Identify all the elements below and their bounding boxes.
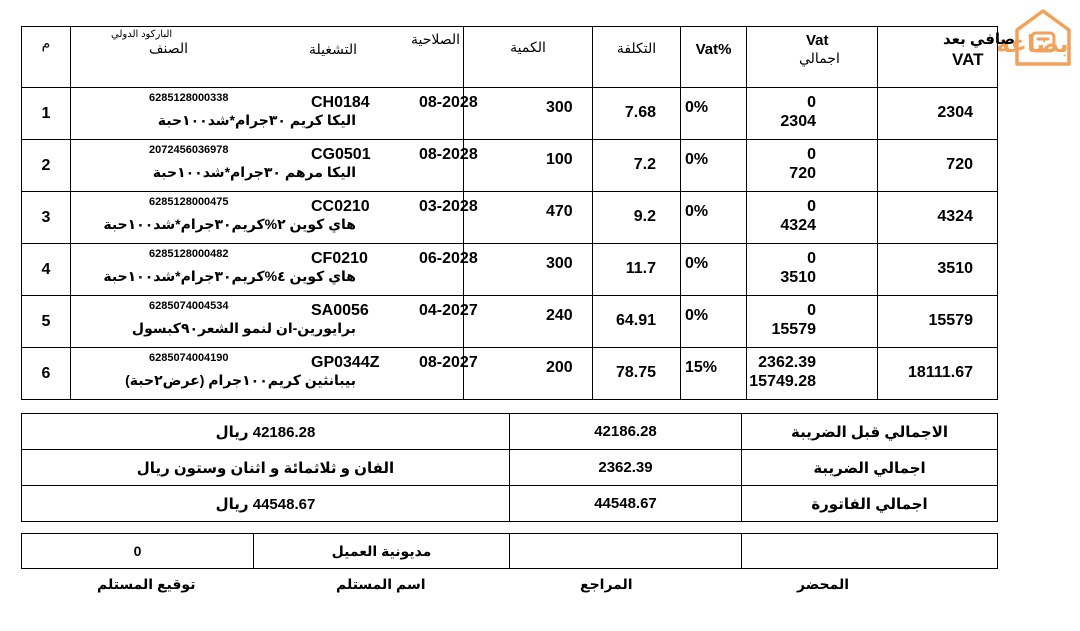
- row-vat: 0: [807, 302, 816, 319]
- header-net: [878, 27, 1016, 88]
- row-vat-pct-cell: [681, 140, 747, 192]
- summary-row: [22, 414, 998, 450]
- row-total: 3510: [780, 269, 816, 286]
- row-total: 720: [789, 165, 816, 182]
- row-item-name: هاي كوين ٤%كريم٣٠جرام*شد١٠٠حبة: [103, 268, 356, 284]
- row-vat-total-cell: [747, 244, 878, 296]
- items-table: [21, 26, 1016, 400]
- row-vat-total-cell: [747, 348, 878, 400]
- header-cost: التكلفة: [593, 27, 681, 88]
- row-net-cell: [878, 192, 998, 244]
- header-vat-total: [747, 27, 878, 88]
- row-cost-cell: [593, 244, 681, 296]
- footer-preparer: المحضر: [797, 576, 850, 592]
- row-expiry: 08-2028: [419, 94, 478, 111]
- row-batch: CC0210: [311, 198, 370, 215]
- row-vat-pct: 0%: [685, 307, 709, 324]
- row-qty: 240: [546, 307, 573, 324]
- row-barcode: 6285128000482: [149, 248, 229, 260]
- row-item-name: اليكا مرهم ٣٠جرام*شد١٠٠حبة: [152, 164, 356, 180]
- header-net-1: صافي بعد: [943, 31, 1016, 48]
- row-barcode: 6285074004190: [149, 352, 229, 364]
- header-expiry: الصلاحية: [411, 31, 461, 47]
- row-net: 4324: [937, 208, 973, 225]
- row-vat-pct-cell: [681, 244, 747, 296]
- row-vat: 0: [807, 146, 816, 163]
- table-row: [22, 88, 998, 140]
- row-net-cell: [878, 88, 998, 140]
- row-vat: 0: [807, 250, 816, 267]
- row-vat-pct: 0%: [685, 203, 709, 220]
- table-row: [22, 192, 998, 244]
- row-item-cell: [71, 348, 478, 400]
- header-vat-total-2: اجمالي: [799, 50, 840, 66]
- empty-cell: [742, 534, 998, 569]
- header-batch: التشغيلة: [309, 41, 357, 57]
- row-net-cell: [878, 140, 998, 192]
- row-item-name: بيبانثين كريم١٠٠جرام (عرض٢حبة): [125, 372, 356, 388]
- summary-table: [21, 413, 998, 522]
- row-qty-cell: [464, 244, 593, 296]
- table-row: [22, 296, 998, 348]
- row-total: 2304: [780, 113, 816, 130]
- footer-receiver-name: اسم المستلم: [336, 576, 426, 592]
- debt-value: 0: [22, 534, 254, 569]
- row-barcode: 6285128000338: [149, 92, 229, 104]
- row-vat-pct: 0%: [685, 99, 709, 116]
- row-cost: 78.75: [615, 364, 656, 381]
- summary-row: [22, 486, 998, 522]
- row-cost: 11.7: [625, 260, 656, 277]
- row-vat: 0: [807, 94, 816, 111]
- table-row: [22, 244, 998, 296]
- row-vat-pct-cell: [681, 88, 747, 140]
- row-batch: CG0501: [311, 146, 371, 163]
- header-no: م: [22, 27, 71, 88]
- row-cost-cell: [593, 296, 681, 348]
- row-net-cell: [878, 296, 998, 348]
- row-batch: GP0344Z: [311, 354, 380, 371]
- table-row: [22, 348, 998, 400]
- row-net: 720: [946, 156, 973, 173]
- row-net-cell: [878, 348, 998, 400]
- row-item-name: اليكا كريم ٣٠جرام*شد١٠٠حبة: [157, 112, 356, 128]
- row-vat: 2362.39: [758, 354, 816, 371]
- row-item-name: برايورين-ان لنمو الشعر٩٠كبسول: [131, 320, 356, 336]
- header-item: الصنف: [149, 40, 189, 56]
- row-item-cell: [71, 88, 478, 140]
- row-total: 4324: [780, 217, 816, 234]
- row-vat-total-cell: [747, 192, 878, 244]
- row-expiry: 08-2028: [419, 146, 478, 163]
- row-cost-cell: [593, 140, 681, 192]
- summary-label: الاجمالي قبل الضريبة: [742, 414, 998, 450]
- row-vat-pct-cell: [681, 296, 747, 348]
- row-qty: 300: [546, 255, 573, 272]
- row-qty: 200: [546, 359, 573, 376]
- row-expiry: 06-2028: [419, 250, 478, 267]
- summary-value: 42186.28: [510, 414, 742, 450]
- row-cost: 7.68: [624, 104, 656, 121]
- row-qty-cell: [464, 88, 593, 140]
- row-vat-total-cell: [747, 88, 878, 140]
- table-row: [22, 140, 998, 192]
- header-vat-pct: Vat%: [681, 27, 747, 88]
- header-vat-total-1: Vat: [806, 32, 829, 49]
- summary-row: [22, 450, 998, 486]
- row-qty: 100: [546, 151, 573, 168]
- row-batch: CH0184: [311, 94, 370, 111]
- row-item-cell: [71, 140, 478, 192]
- row-batch: SA0056: [311, 302, 369, 319]
- row-barcode: 6285074004534: [149, 300, 229, 312]
- row-qty-cell: [464, 296, 593, 348]
- summary-value: 44548.67: [510, 486, 742, 522]
- row-no: 5: [22, 296, 71, 348]
- row-vat-total-cell: [747, 140, 878, 192]
- footer-receiver-sign: توقيع المستلم: [97, 576, 196, 592]
- row-qty: 470: [546, 203, 573, 220]
- row-item-cell: [71, 192, 478, 244]
- debt-row: [22, 534, 998, 569]
- row-expiry: 03-2028: [419, 198, 478, 215]
- row-net-cell: [878, 244, 998, 296]
- row-no: 1: [22, 88, 71, 140]
- row-expiry: 08-2027: [419, 354, 478, 371]
- row-expiry: 04-2027: [419, 302, 478, 319]
- empty-cell: [510, 534, 742, 569]
- row-net: 15579: [928, 312, 973, 329]
- row-vat: 0: [807, 198, 816, 215]
- row-total: 15749.28: [749, 373, 816, 390]
- row-item-cell: [71, 244, 478, 296]
- row-vat-pct-cell: [681, 192, 747, 244]
- row-net: 3510: [937, 260, 973, 277]
- row-batch: CF0210: [311, 250, 368, 267]
- summary-label: اجمالي الفاتورة: [742, 486, 998, 522]
- row-total: 15579: [771, 321, 816, 338]
- debt-label: مديونية العميل: [254, 534, 510, 569]
- row-cost: 9.2: [633, 208, 656, 225]
- row-no: 6: [22, 348, 71, 400]
- brand-name: بضاعة: [996, 31, 1069, 58]
- row-vat-pct: 15%: [685, 359, 718, 376]
- row-cost: 7.2: [633, 156, 656, 173]
- row-qty-cell: [464, 192, 593, 244]
- row-barcode: 2072456036978: [149, 144, 229, 156]
- row-qty-cell: [464, 348, 593, 400]
- debt-table: [21, 533, 998, 569]
- row-vat-pct: 0%: [685, 151, 709, 168]
- summary-label: اجمالي الضريبة: [742, 450, 998, 486]
- row-vat-total-cell: [747, 296, 878, 348]
- row-barcode: 6285128000475: [149, 196, 229, 208]
- summary-value: 2362.39: [510, 450, 742, 486]
- row-no: 3: [22, 192, 71, 244]
- summary-words: 42186.28 ريال: [22, 414, 510, 450]
- header-qty: الكمية: [464, 27, 593, 88]
- row-vat-pct: 0%: [685, 255, 709, 272]
- table-header-row: [22, 27, 998, 88]
- row-qty-cell: [464, 140, 593, 192]
- row-vat-pct-cell: [681, 348, 747, 400]
- row-qty: 300: [546, 99, 573, 116]
- summary-words: 44548.67 ريال: [22, 486, 510, 522]
- header-barcode: الباركود الدولي: [111, 29, 173, 40]
- header-item-block: [71, 27, 464, 88]
- row-cost: 64.91: [615, 312, 656, 329]
- row-net: 2304: [937, 104, 973, 121]
- row-no: 2: [22, 140, 71, 192]
- row-net: 18111.67: [908, 364, 973, 381]
- row-item-name: هاي كوين ٢%كريم٣٠جرام*شد١٠٠حبة: [103, 216, 356, 232]
- row-cost-cell: [593, 348, 681, 400]
- footer-reviewer: المراجع: [580, 576, 633, 592]
- summary-words: الفان و ثلاثمائة و اثنان وستون ريال: [22, 450, 510, 486]
- header-net-2: VAT: [952, 50, 984, 69]
- row-cost-cell: [593, 88, 681, 140]
- row-item-cell: [71, 296, 478, 348]
- row-cost-cell: [593, 192, 681, 244]
- row-no: 4: [22, 244, 71, 296]
